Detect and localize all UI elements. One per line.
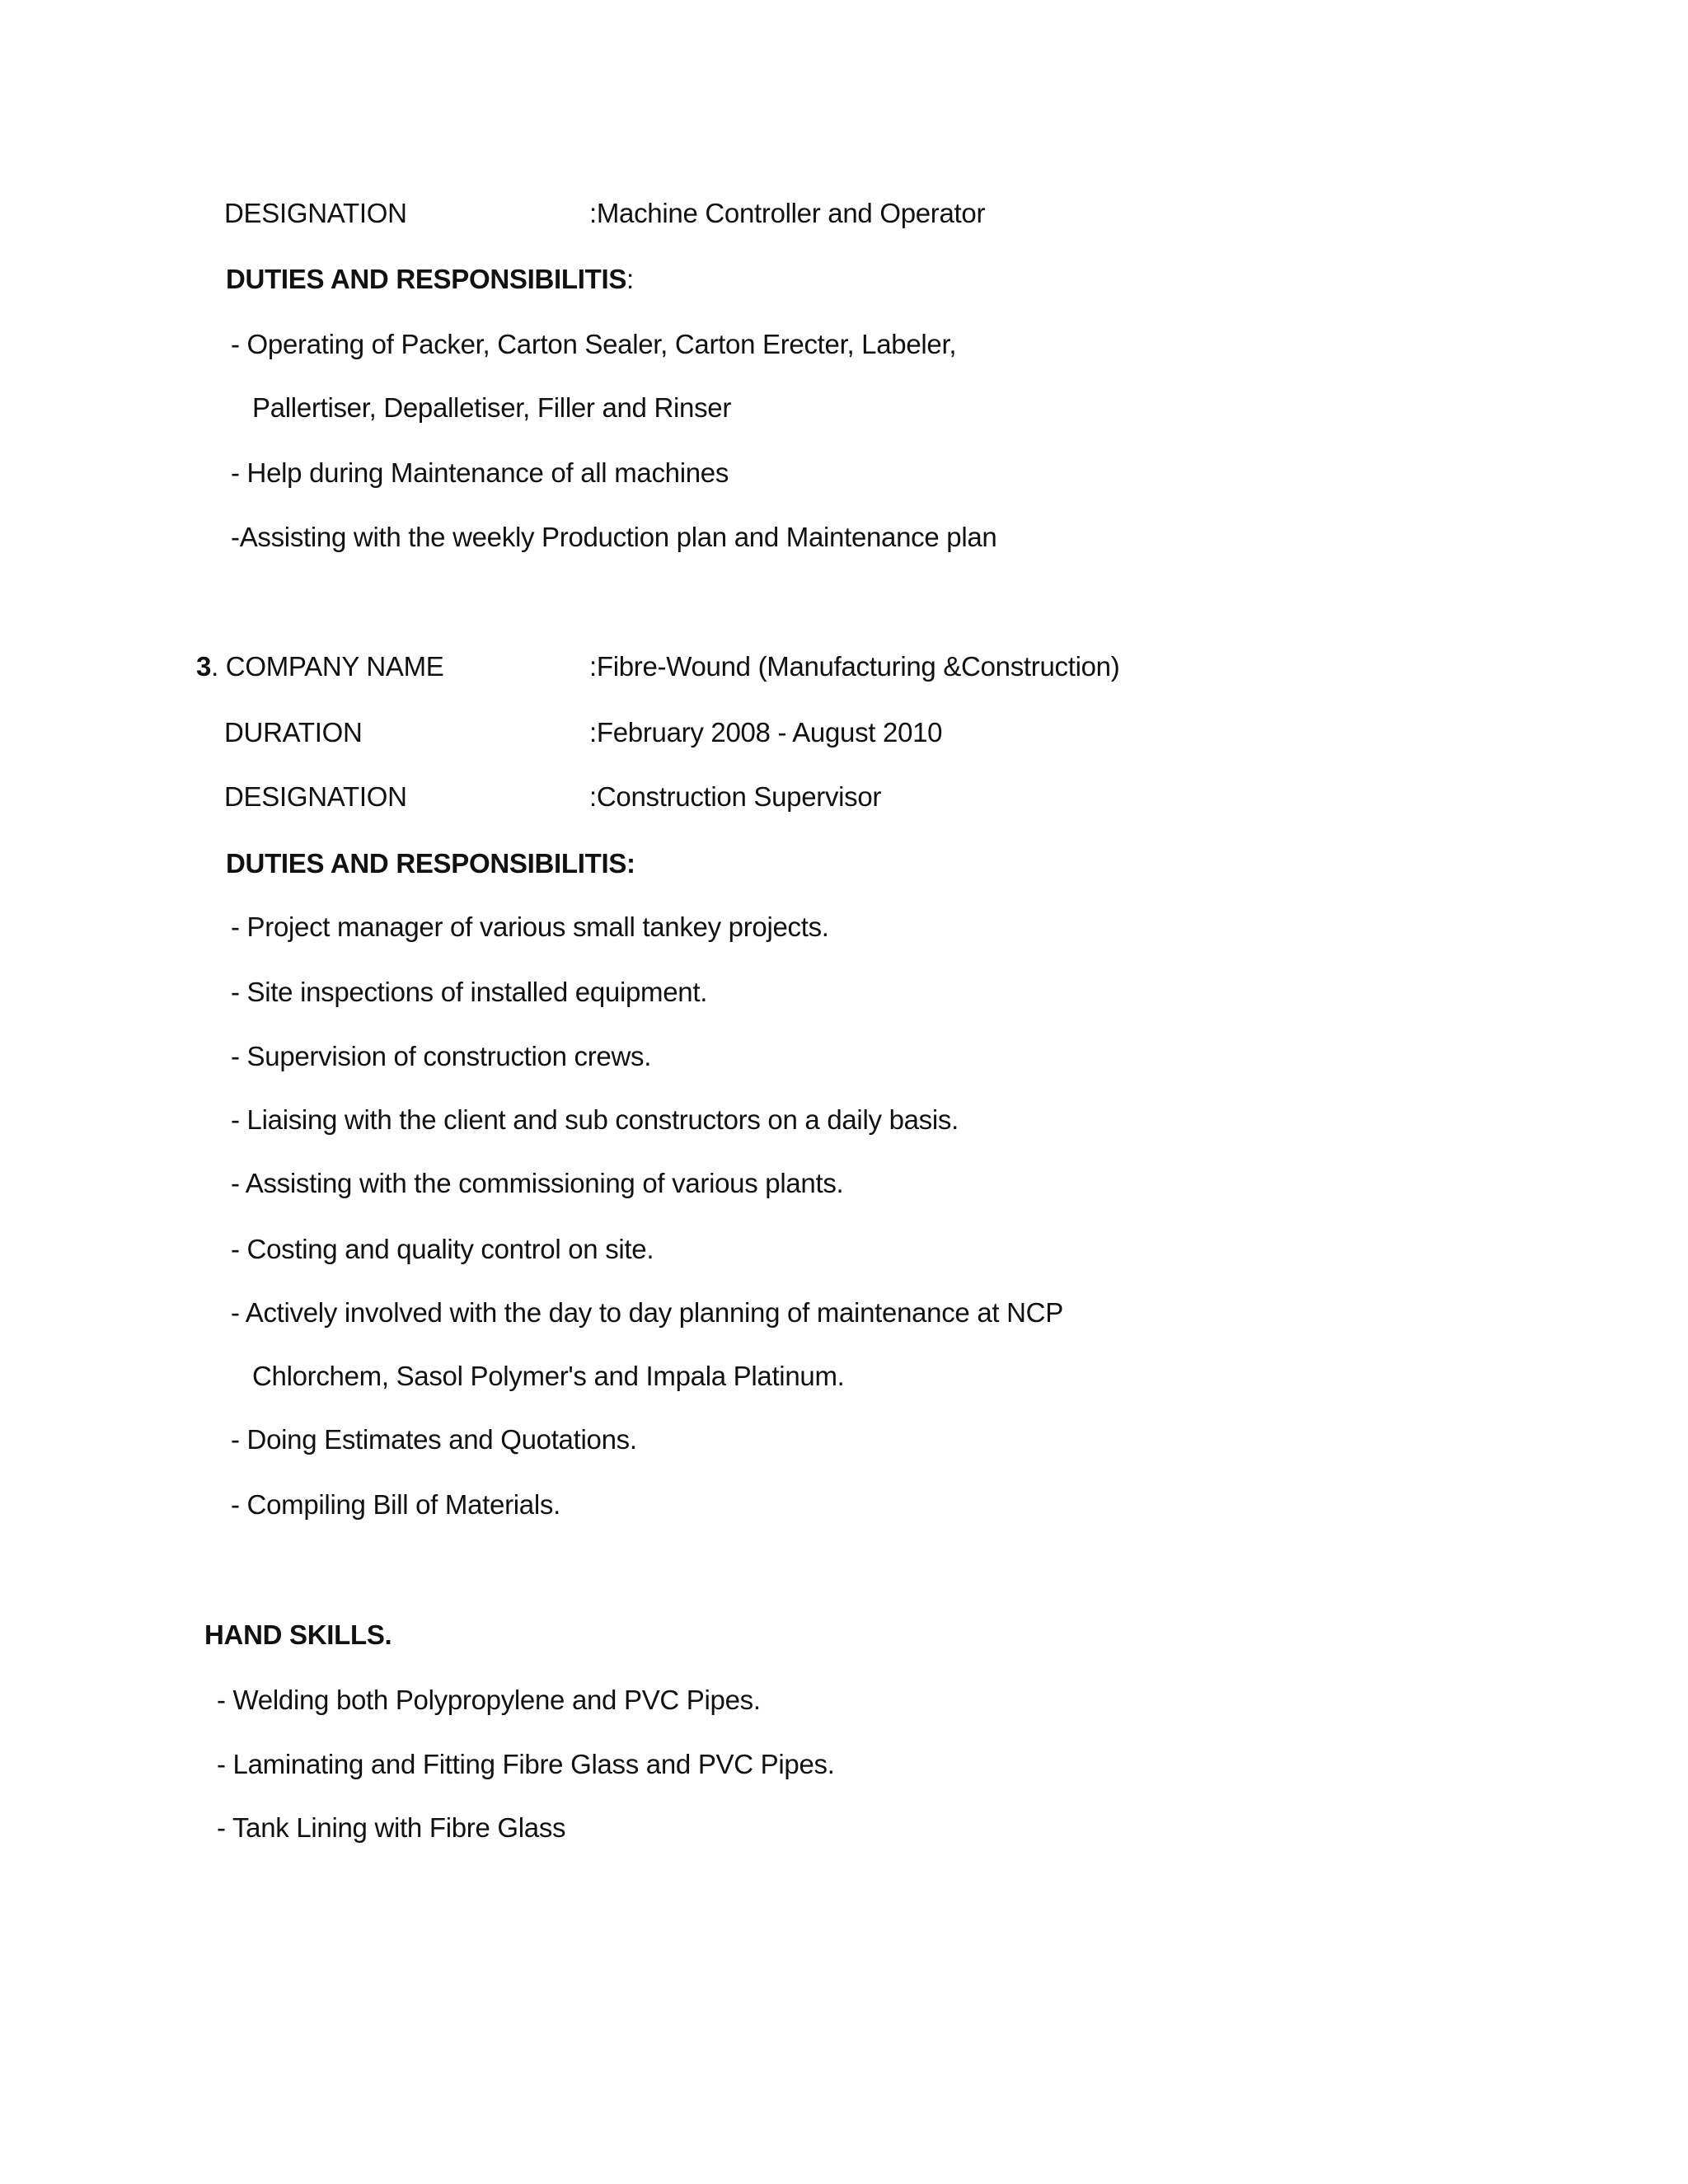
duty-item: - Help during Maintenance of all machines <box>231 457 729 488</box>
company-value: :Fibre-Wound (Manufacturing &Construction) <box>589 651 1120 682</box>
duty-item: - Compiling Bill of Materials. <box>231 1489 560 1520</box>
company-label-text: . COMPANY NAME <box>211 651 444 682</box>
duration-label: DURATION <box>224 717 363 748</box>
designation-label: DESIGNATION <box>224 198 407 228</box>
hand-skills-heading: HAND SKILLS. <box>204 1619 392 1650</box>
skill-item: - Tank Lining with Fibre Glass <box>217 1812 566 1843</box>
duties-heading-colon: : <box>626 264 634 294</box>
company-label <box>196 649 444 684</box>
skill-item: - Laminating and Fitting Fibre Glass and PVC Pipes. <box>217 1749 835 1779</box>
duty-item: - Supervision of construction crews. <box>231 1041 652 1071</box>
duty-item-continued: Chlorchem, Sasol Polymer's and Impala Platinum. <box>252 1361 845 1391</box>
duty-item: -Assisting with the weekly Production plan and Maintenance plan <box>231 522 997 552</box>
skill-item: - Welding both Polypropylene and PVC Pipes. <box>217 1685 761 1715</box>
duty-item: - Assisting with the commissioning of various plants. <box>231 1168 844 1198</box>
duties-heading-text: DUTIES AND RESPONSIBILITIS <box>226 264 627 294</box>
duty-item: - Project manager of various small tankey projects. <box>231 912 829 942</box>
duty-item: - Doing Estimates and Quotations. <box>231 1424 637 1455</box>
duty-item: - Liaising with the client and sub constructors on a daily basis. <box>231 1104 959 1135</box>
duty-item-continued: Pallertiser, Depalletiser, Filler and Rinser <box>252 392 732 423</box>
duty-item: - Costing and quality control on site. <box>231 1234 654 1264</box>
duration-value: :February 2008 - August 2010 <box>589 717 943 748</box>
duties-heading: DUTIES AND RESPONSIBILITIS: <box>226 848 635 879</box>
designation-value: :Construction Supervisor <box>589 781 882 812</box>
entry-number: 3 <box>196 651 212 682</box>
duty-item: - Operating of Packer, Carton Sealer, Carton Erecter, Labeler, <box>231 329 957 359</box>
duty-item: - Site inspections of installed equipment. <box>231 977 708 1007</box>
duty-item: - Actively involved with the day to day planning of maintenance at NCP <box>231 1297 1063 1328</box>
designation-label: DESIGNATION <box>224 781 407 812</box>
duties-heading <box>226 262 634 297</box>
designation-value: :Machine Controller and Operator <box>589 198 986 228</box>
